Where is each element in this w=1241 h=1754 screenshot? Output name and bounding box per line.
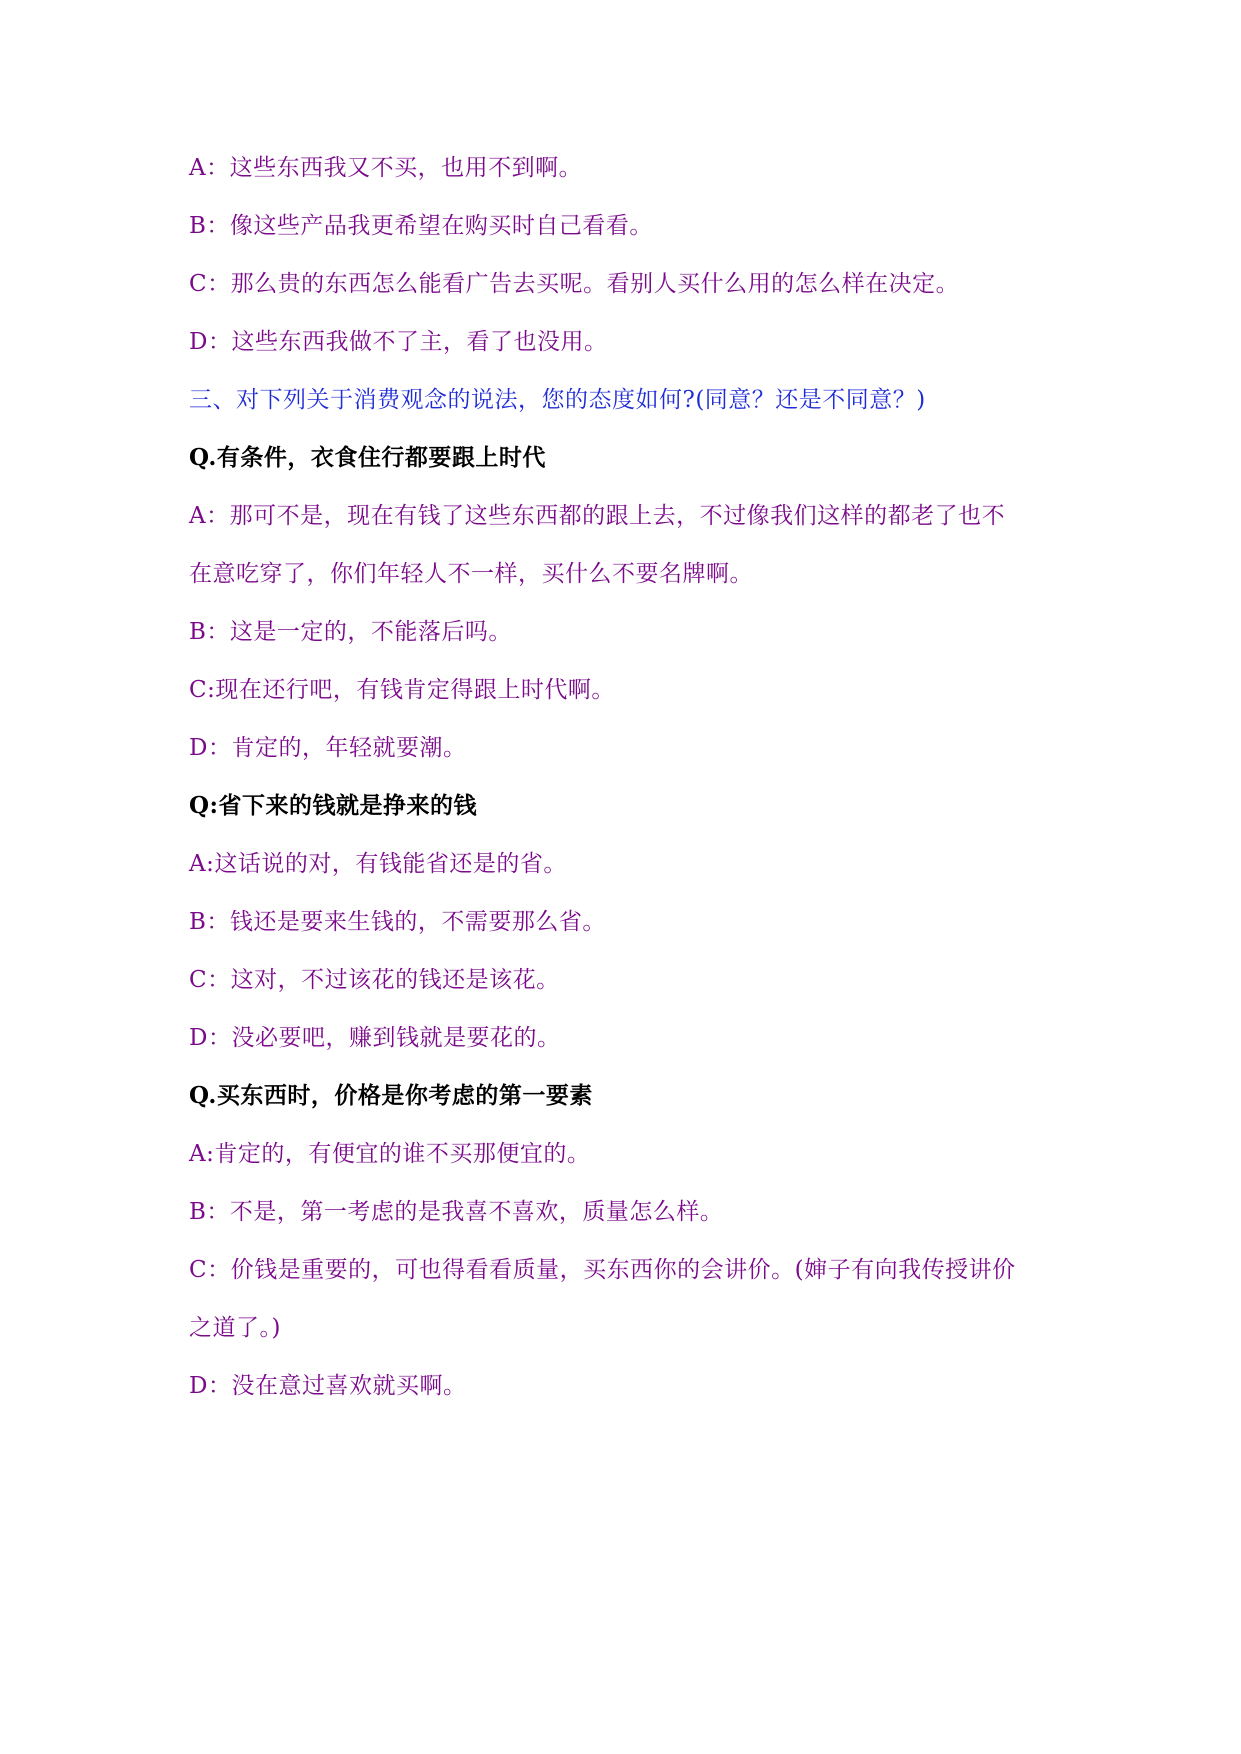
- answer-line: A:肯定的，有便宜的谁不买那便宜的。: [189, 1141, 591, 1167]
- answer-line: D：这些东西我做不了主，看了也没用。: [189, 329, 608, 355]
- answer-line: D：没在意过喜欢就买啊。: [189, 1373, 467, 1399]
- answer-line: 之道了。): [189, 1315, 281, 1341]
- answer-line: A：那可不是，现在有钱了这些东西都的跟上去，不过像我们这样的都老了也不: [189, 503, 1006, 529]
- answer-line: A:这话说的对，有钱能省还是的省。: [189, 851, 567, 877]
- question-heading: Q:省下来的钱就是挣来的钱: [189, 792, 478, 819]
- answer-line: C：那么贵的东西怎么能看广告去买呢。看别人买什么用的怎么样在决定。: [189, 271, 960, 297]
- answer-line: 在意吃穿了，你们年轻人不一样，买什么不要名牌啊。: [189, 561, 753, 587]
- section-heading: 三、对下列关于消费观念的说法，您的态度如何?(同意？还是不同意？): [189, 387, 926, 413]
- answer-line: D：没必要吧，赚到钱就是要花的。: [189, 1025, 561, 1051]
- answer-line: D：肯定的，年轻就要潮。: [189, 735, 467, 761]
- answer-line: C：价钱是重要的，可也得看看质量，买东西你的会讲价。(婶子有向我传授讲价: [189, 1257, 1016, 1283]
- question-heading: Q.买东西时，价格是你考虑的第一要素: [189, 1082, 593, 1109]
- answer-line: B：不是，第一考虑的是我喜不喜欢，质量怎么样。: [189, 1199, 724, 1225]
- answer-line: B：像这些产品我更希望在购买时自己看看。: [189, 213, 653, 239]
- question-heading: Q.有条件，衣食住行都要跟上时代: [189, 444, 546, 471]
- answer-line: B：这是一定的，不能落后吗。: [189, 619, 512, 645]
- answer-line: A：这些东西我又不买，也用不到啊。: [189, 155, 583, 181]
- answer-line: C：这对，不过该花的钱还是该花。: [189, 967, 560, 993]
- answer-line: C:现在还行吧，有钱肯定得跟上时代啊。: [189, 677, 615, 703]
- answer-line: B：钱还是要来生钱的，不需要那么省。: [189, 909, 606, 935]
